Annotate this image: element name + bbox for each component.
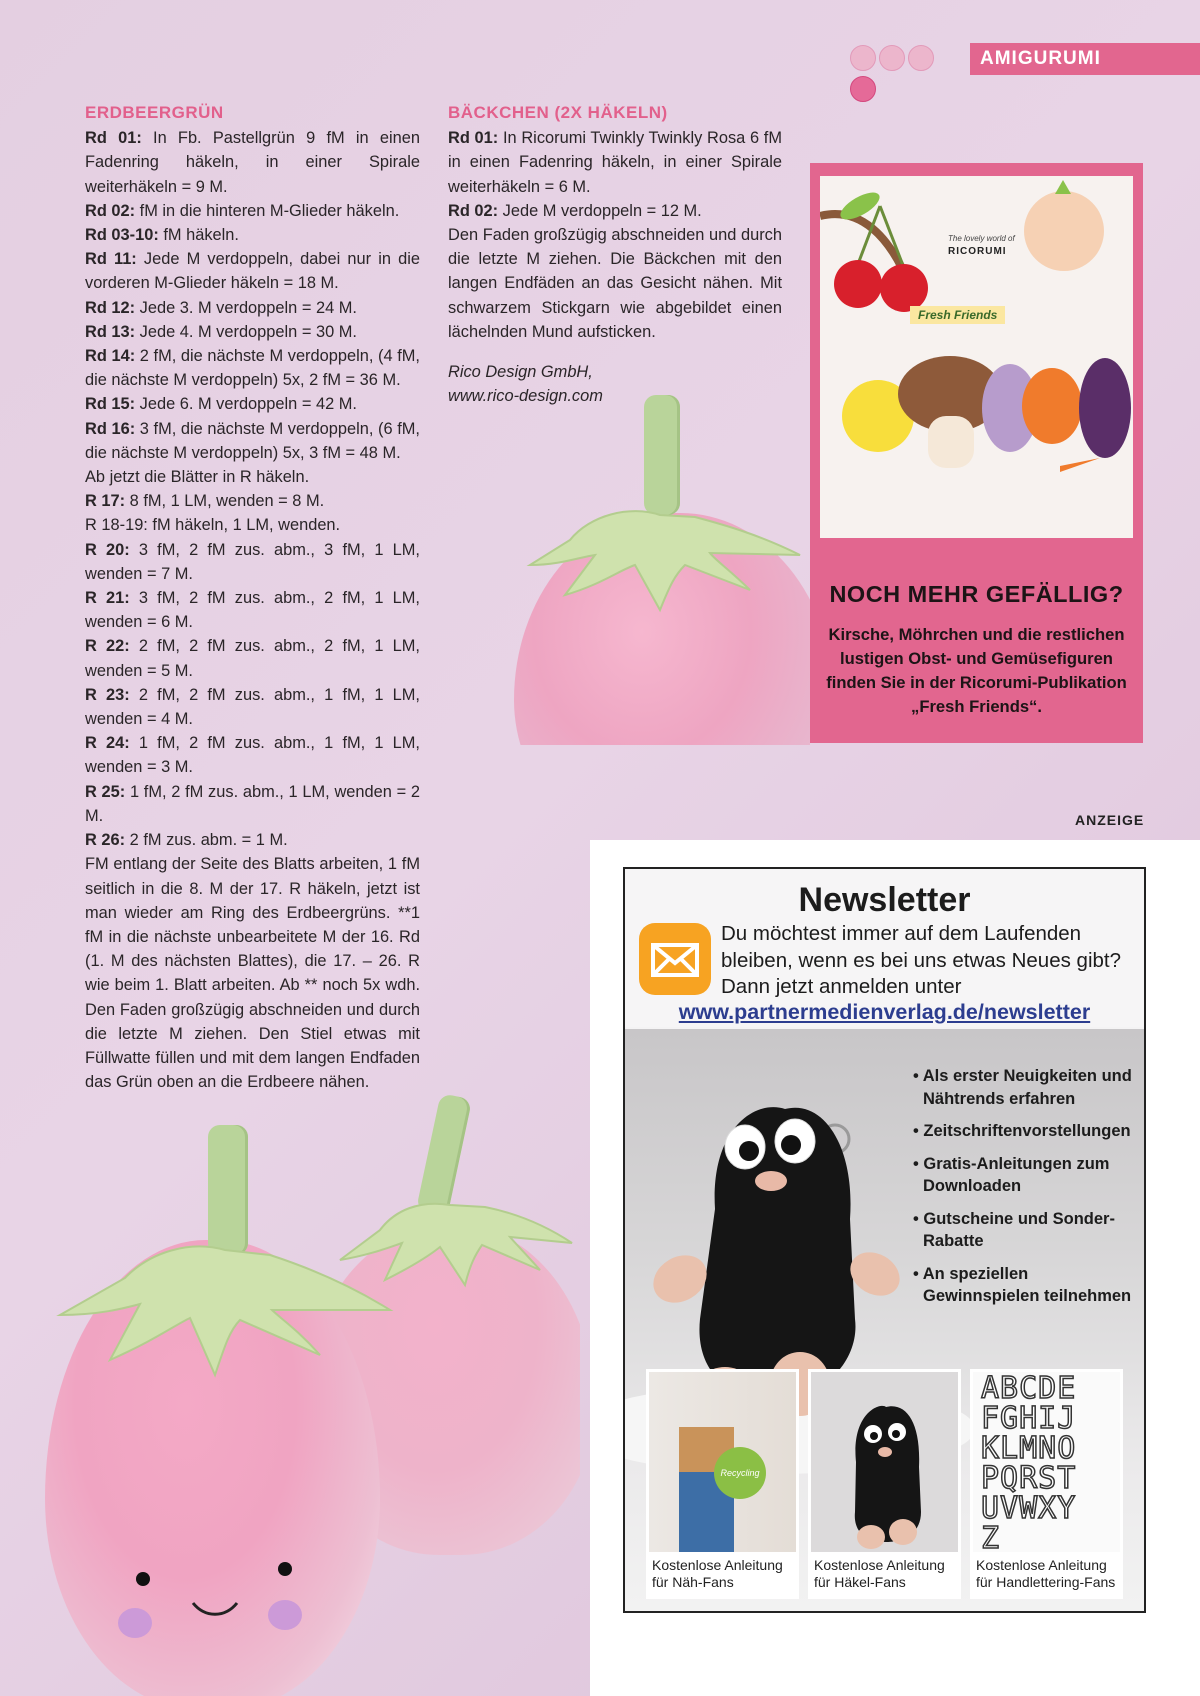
round-text: R 18-19: fM häkeln, 1 LM, wenden. [85, 516, 341, 535]
lettering-sample [981, 1371, 1116, 1556]
round-text: 3 fM, 2 fM zus. abm., 2 fM, 1 LM, wenden = 6 M. [85, 589, 420, 632]
round-label: Rd 11: [85, 250, 137, 269]
newsletter-link[interactable]: www.partnermedienverlag.de/newsletter [678, 1000, 1091, 1024]
instruction-line [85, 852, 420, 1094]
instruction-line [85, 731, 420, 779]
instruction-line [85, 223, 420, 247]
thumb-image [973, 1371, 1120, 1556]
instruction-line [85, 199, 420, 223]
round-text: 2 fM zus. abm. = 1 M. [125, 831, 288, 850]
newsletter-header [625, 869, 1144, 1027]
instruction-line [85, 683, 420, 731]
promo-heading: NOCH MEHR GEFÄLLIG? [829, 581, 1124, 607]
round-label: R 21: [85, 589, 130, 608]
round-text: 2 fM, 2 fM zus. abm., 1 fM, 1 LM, wenden = 4 M. [85, 685, 420, 729]
newsletter-ad [623, 867, 1146, 1613]
instructions-mid-column [448, 101, 782, 408]
newsletter-text: Du möchtest immer auf dem Laufenden bleiben, wenn es bei uns etwas Neues gibt? Dann jetzt anmelden unter [721, 922, 1122, 998]
round-label: Rd 14: [85, 347, 136, 366]
strawberry-mouth [190, 1600, 240, 1620]
lettering-row: FGHIJ [981, 1401, 1077, 1436]
instruction-line [85, 320, 420, 344]
lettering-row: Z [981, 1521, 1001, 1556]
instruction-line [85, 126, 420, 199]
round-label: Rd 12: [85, 298, 136, 317]
thumb-handlettering-fans[interactable] [970, 1369, 1123, 1599]
round-label: Rd 01: [448, 129, 499, 148]
thumb-caption: Kostenlose Anleitung für Handlettering-Fans [976, 1557, 1116, 1590]
round-text: Jede M verdoppeln = 12 M. [498, 201, 702, 220]
mail-icon [639, 923, 711, 995]
round-label: R 24: [85, 734, 130, 753]
section-header [970, 43, 1200, 75]
section-title: AMIGURUMI [980, 48, 1101, 69]
round-label: R 25: [85, 782, 126, 801]
thumb-haekel-fans[interactable] [808, 1369, 961, 1599]
benefit-item: • An speziellen Gewinnspielen teilnehmen [913, 1264, 1132, 1305]
book-cover-image [820, 176, 1133, 538]
newsletter-title: Newsletter [798, 881, 971, 919]
thumb-naeh-fans[interactable] [646, 1369, 799, 1599]
round-text: 8 fM, 1 LM, wenden = 8 M. [125, 492, 325, 511]
instruction-line [85, 296, 420, 320]
round-label: Rd 02: [85, 201, 136, 220]
round-label: R 23: [85, 685, 130, 704]
instruction-list [85, 126, 420, 1094]
instruction-line [85, 489, 420, 513]
instruction-line [85, 634, 420, 682]
round-text: 3 fM, die nächste M verdoppeln, (6 fM, die nächste M verdoppeln) 5x, 3 fM = 48 M. [85, 419, 420, 462]
round-text: fM häkeln. [158, 226, 239, 245]
instruction-line [448, 199, 782, 223]
round-label: Rd 01: [85, 129, 142, 148]
round-label: R 20: [85, 540, 130, 559]
advertisement-label: ANZEIGE [1075, 812, 1145, 828]
cover-brand: RICORUMI [948, 246, 1007, 257]
strawberry-eye-right [278, 1562, 292, 1576]
round-label: Rd 03-10: [85, 226, 159, 245]
cover-title: Fresh Friends [910, 306, 1005, 324]
instruction-line [85, 513, 420, 537]
benefit-item: • Gutscheine und Sonder-Rabatte [913, 1209, 1115, 1250]
strawberry-photo-top [510, 395, 810, 745]
round-text: 2 fM, die nächste M verdoppeln, (4 fM, die nächste M verdoppeln) 5x, 2 fM = 36 M. [85, 347, 420, 390]
thumb-caption: Kostenlose Anleitung für Häkel-Fans [814, 1557, 945, 1590]
lettering-row: KLMNO [981, 1431, 1077, 1466]
round-label: Rd 15: [85, 395, 136, 414]
strawberries-photo [40, 1090, 580, 1696]
promo-text: Kirsche, Möhrchen und die restlichen lustigen Obst- und Gemüsefiguren finden Sie in der Ricorumi-Publikation „Fresh Friends“. [826, 625, 1127, 716]
instruction-list [448, 126, 782, 344]
round-text: Ab jetzt die Blätter in R häkeln. [85, 468, 310, 487]
round-label: Rd 16: [85, 419, 136, 438]
decorative-rings [850, 45, 962, 71]
instruction-line [448, 223, 782, 344]
instruction-line [85, 538, 420, 586]
thumb-caption: Kostenlose Anleitung für Näh-Fans [652, 1557, 783, 1590]
instruction-line [85, 780, 420, 828]
round-text: Den Faden großzügig abschneiden und durch die letzte M ziehen. Die Bäckchen mit den langen Endfäden an das Gesicht nähen. Mit schwarzem Stickgarn wie abgebildet einen lächelnden Mund aufsticken. [448, 226, 782, 341]
credit-url: www.rico-design.com [448, 387, 603, 406]
instruction-line [85, 586, 420, 634]
round-label: R 17: [85, 492, 126, 511]
round-label: R 26: [85, 831, 126, 850]
strawberry-eye-left [136, 1572, 150, 1586]
instruction-line [85, 828, 420, 852]
thumb-image [649, 1372, 796, 1552]
benefit-item: • Gratis-Anleitungen zum Downloaden [913, 1154, 1110, 1195]
benefit-list [913, 1065, 1143, 1318]
section-heading-erdbeergruen: ERDBEERGRÜN [85, 103, 224, 122]
round-text: FM entlang der Seite des Blatts arbeiten, 1 fM seitlich in die 8. M der 17. R häkeln, jetzt ist man wieder am Ring des Erdbeergrüns. **1 fM in die nächste unbearbeitete M der 16. Rd (1. M des nächsten Blattes), die 17. – 26. R wie beim 1. Blatt arbeiten. Ab ** noch 5x wdh. Den Faden großzügig abschneiden und durch die letzte M ziehen. Den Stiel etwas mit Füllwatte füllen und mit dem langen Endfaden das Grün oben an die Erdbeere nähen. [85, 855, 420, 1092]
benefit-text: Als erster Neuigkeiten und Nähtrends erfahren [922, 1067, 1132, 1108]
promo-box [810, 163, 1143, 743]
benefit-text: An speziellen Gewinnspielen teilnehmen [922, 1264, 1132, 1305]
benefit-text: Gratis-Anleitungen zum Downloaden [923, 1154, 1110, 1195]
round-text: Jede M verdoppeln, dabei nur in die vorderen M-Glieder häkeln = 18 M. [85, 250, 421, 293]
round-label: Rd 02: [448, 201, 499, 220]
benefit-text: Zeitschriftenvorstellungen [923, 1122, 1131, 1140]
round-text: 3 fM, 2 fM zus. abm., 3 fM, 1 LM, wenden = 7 M. [85, 540, 420, 583]
round-text: 1 fM, 2 fM zus. abm., 1 LM, wenden = 2 M. [85, 782, 420, 825]
round-text: In Ricorumi Twinkly Twinkly Rosa 6 fM in einen Fadenring häkeln, in einer Spirale weiterhäkeln = 6 M. [448, 129, 782, 196]
instruction-line [85, 247, 420, 295]
instruction-line [448, 126, 782, 199]
strawberry-cheek-left [118, 1608, 152, 1638]
round-text: 2 fM, 2 fM zus. abm., 2 fM, 1 LM, wenden = 5 M. [85, 637, 420, 680]
thumb-image [811, 1372, 958, 1552]
benefit-text: Gutscheine und Sonder-Rabatte [923, 1209, 1115, 1250]
round-text: Jede 6. M verdoppeln = 42 M. [135, 395, 357, 414]
instruction-line [85, 392, 420, 416]
cover-subtitle: The lovely world of [948, 234, 1015, 243]
round-label: Rd 13: [85, 322, 136, 341]
instructions-left-column [85, 101, 420, 1094]
section-heading-baeckchen: BÄCKCHEN (2X HÄKELN) [448, 103, 668, 122]
recycling-badge: Recycling [714, 1447, 766, 1499]
lettering-row: UVWXY [981, 1491, 1077, 1526]
benefit-item: • Als erster Neuigkeiten und Nähtrends erfahren [913, 1067, 1132, 1108]
credit-name: Rico Design GmbH, [448, 363, 593, 382]
round-text: In Fb. Pastellgrün 9 fM in einen Fadenring häkeln, in einer Spirale weiterhäkeln = 9 M. [85, 129, 420, 196]
strawberry-cheek-right [268, 1600, 302, 1630]
instruction-line [85, 465, 420, 489]
lettering-row: ABCDE [981, 1371, 1077, 1406]
round-text: Jede 3. M verdoppeln = 24 M. [135, 298, 357, 317]
round-text: 1 fM, 2 fM zus. abm., 1 fM, 1 LM, wenden = 3 M. [85, 734, 420, 777]
instruction-line [85, 344, 420, 392]
benefit-item: • Zeitschriftenvorstellungen [913, 1122, 1131, 1140]
instruction-line [85, 417, 420, 465]
lettering-row: PQRST [981, 1461, 1077, 1496]
round-label: R 22: [85, 637, 130, 656]
round-text: fM in die hinteren M-Glieder häkeln. [135, 201, 400, 220]
round-text: Jede 4. M verdoppeln = 30 M. [135, 322, 357, 341]
